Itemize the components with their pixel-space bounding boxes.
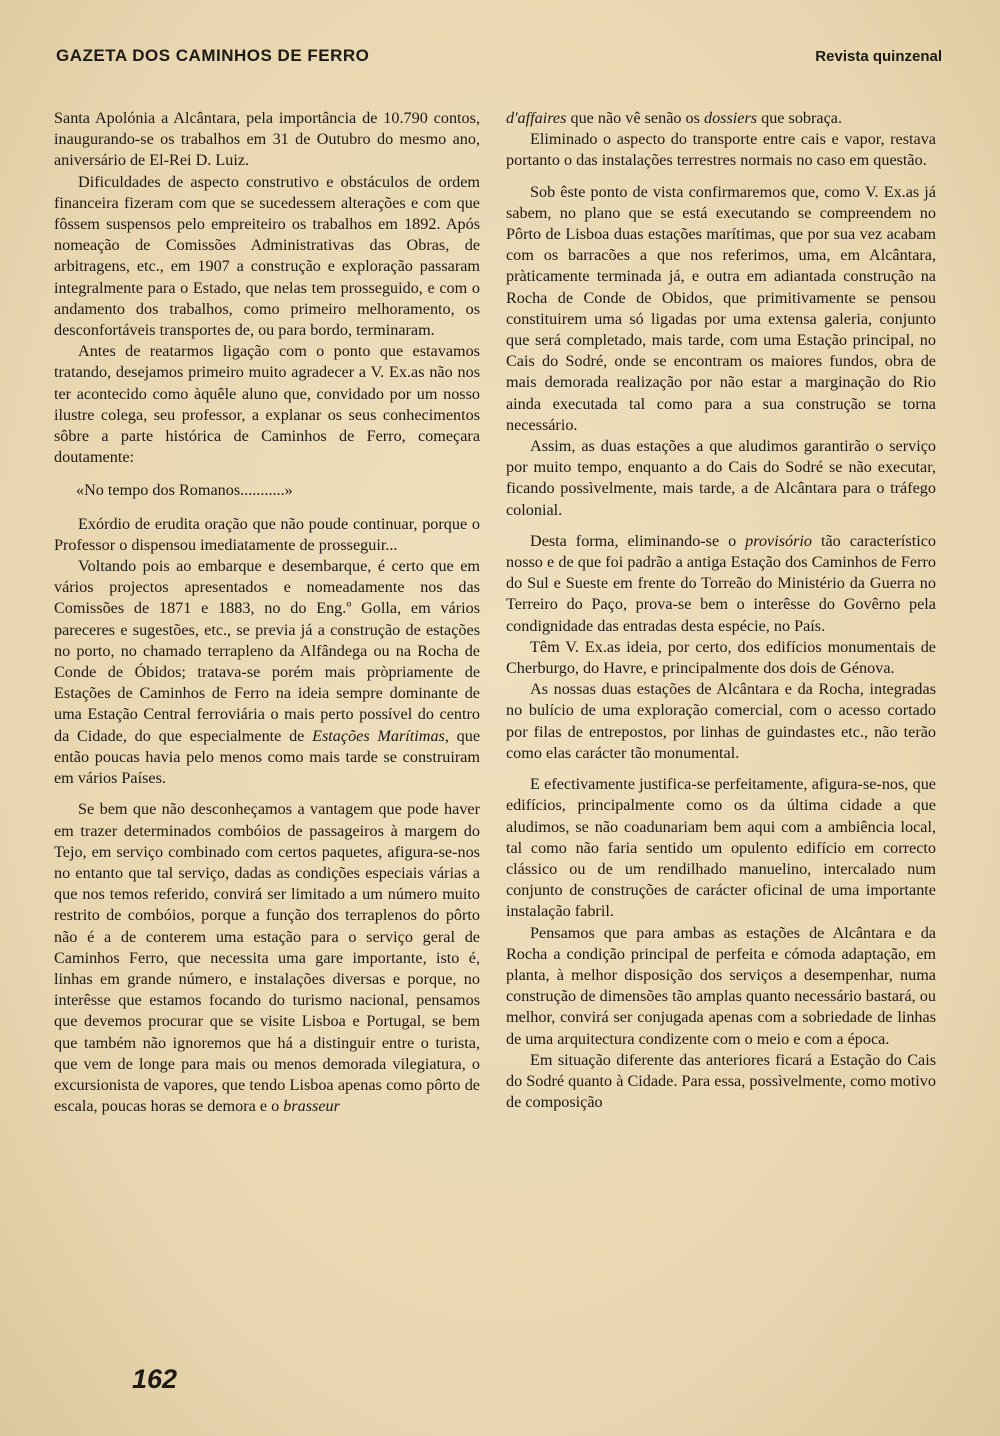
left-text-column [54, 108, 480, 1117]
italic-text: Estações Marítimas [312, 726, 445, 745]
paragraph: Assim, as duas estações a que aludimos garantirão o serviço por muito tempo, enquanto a do Cais do Sodré se não executar, ficando possìvelmente, mais tarde, a de Alcântara para o tráfego colonial. [506, 437, 936, 519]
paragraph: Dificuldades de aspecto construtivo e obstáculos de ordem financeira fizeram com que se sucedessem alterações e com que fôssem suspensos pelo empreiteiro os trabalhos em 1892. Após nomeação de Comissões Administrativas das Obras, de arbitragens, etc., em 1907 a construção e exploração passaram integralmente para o Estado, que nelas tem prosseguido, e com o andamento dos trabalhos, como primeiro melhoramento, os desconfortáveis transportes de, ou para bordo, terminaram. [54, 172, 480, 340]
paragraph [506, 531, 936, 637]
paragraph [54, 799, 480, 1117]
paragraph: Têm V. Ex.as ideia, por certo, dos edifícios monumentais de Cherburgo, do Havre, e principalmente dos dois de Génova. [506, 637, 936, 678]
paragraph: Sob êste ponto de vista confirmaremos que, como V. Ex.as já sabem, no plano que se está executando se compreendem no Pôrto de Lisboa duas estações marítimas, que por sua vez acabam com os barracões a que nos referimos, uma, em Alcântara, pràticamente terminada já, e outra em adiantada construção na Rocha de Conde de Obidos, que primitivamente se pensou constituirem uma só ligadas por uma extensa galeria, conjunto que será completado, mais tarde, com uma Estação principal, no Cais do Sodré, onde se encontram os maiores fundos, obra de mais demorada realização por não estar a marginação do Rio ainda executada tal como para a sua construção se torna necessário. [506, 182, 936, 434]
paragraph: E efectivamente justifica-se perfeitamente, afigura-se-nos, que edifícios, principalmente como os da última cidade a que aludimos, se não coadunariam bem aqui com a ambiência local, tal como não faria sentido um opulento edifício em correcto clássico ou de um rendilhado manuelino, intercalado num conjunto de construções de carácter oficinal de uma importante instalação fabril. [506, 775, 936, 921]
paragraph: Antes de reatarmos ligação com o ponto que estavamos tratando, desejamos primeiro muito agradecer a V. Ex.as não nos ter acontecido como àquêle aluno que, convidado por um nosso ilustre colega, seu professor, a explanar os seus conhecimentos sôbre a parte histórica de Caminhos de Ferro, começara doutamente: [54, 342, 480, 467]
paragraph: Exórdio de erudita oração que não poude continuar, porque o Professor o dispensou imediatamente de prosseguir... [54, 514, 480, 554]
block-quote: «No tempo dos Romanos...........» [76, 481, 293, 500]
paragraph: Santa Apolónia a Alcântara, pela importância de 10.790 contos, inaugurando-se os trabalhos em 31 de Outubro do mesmo ano, aniversário de El-Rei D. Luiz. [54, 109, 480, 170]
italic-text: d'affaires [506, 109, 567, 127]
italic-text: brasseur [283, 1097, 340, 1116]
text-run: Desta forma, eliminando-se o [530, 531, 746, 550]
text-run: , que então poucas havia pelo menos como mais tarde se construiram em vários Países. [54, 726, 480, 788]
publication-title: GAZETA DOS CAMINHOS DE FERRO [56, 46, 370, 65]
italic-text: provisório [745, 531, 813, 550]
italic-text: dossiers [703, 109, 758, 127]
right-text-column [506, 108, 936, 1113]
paragraph [506, 108, 936, 129]
paragraph: Em situação diferente das anteriores ficará a Estação do Cais do Sodré quanto à Cidade. Para essa, possìvelmente, como motivo de composição [506, 1050, 936, 1112]
paragraph: Eliminado o aspecto do transporte entre cais e vapor, restava portanto o das instalações terrestres normais no caso em questão. [506, 130, 936, 170]
text-run: Se bem que não desconheçamos a vantagem que pode haver em trazer determinados combóios de passageiros à margem do Tejo, em serviço combinado com certos paquetes, afigura-se-nos no entanto que tal serviço, dadas as condições especiais várias a que nos temos referido, convirá ser limitado a um número muito restrito de combóios, porque a função dos terraplenos do pôrto não é a de conterem uma estação para o serviço geral de Caminhos Ferro, que necessita uma gare importante, isto é, linhas em grande número, e instalações diversas e porque, no interêsse que estamos focando do turismo nacional, pensamos que devemos procurar que se visite Lisboa e Portugal, se bem que também não ignoremos que há a distinguir entre o turista, que vem de longe para mais ou menos demorada vilegiatura, o excursionista de vapores, que tendo Lisboa apenas como pôrto de escala, poucas horas se demora e o [54, 800, 480, 1116]
text-run: tão característico nosso e de que foi padrão a antiga Estação dos Caminhos de Ferro do Sul e Sueste em frente do Torreão do Ministério da Guerra no Terreiro do Paço, prova-se bem o interêsse do Govêrno pela condignidade das entradas desta espécie, no País. [506, 531, 936, 635]
paragraph: Pensamos que para ambas as estações de Alcântara e da Rocha a condição principal de perfeita e cómoda adaptação, em planta, à melhor disposição dos serviços a desempenhar, numa construção de dimensões tão amplas quanto necessário bastará, ou melhor, convirá ser conjugada apenas com a sobriedade de linhas de uma arquitectura condizente com o meio e com a época. [506, 923, 936, 1048]
page-number: 162 [132, 1364, 178, 1394]
running-header [56, 46, 942, 76]
paragraph: As nossas duas estações de Alcântara e da Rocha, integradas no bulício de uma exploração comercial, com o acesso cortado por filas de entrepostos, por linhas de guindastes etc., não terão como elas carácter tão monumental. [506, 680, 936, 762]
text-run: que não vê senão os [566, 109, 704, 127]
publication-subtitle: Revista quinzenal [815, 48, 942, 65]
text-run: Voltando pois ao embarque e desembarque, é certo que em vários projectos apresentados e nomeadamente nos das Comissões de 1871 e 1883, no do Eng.º Golla, em vários pareceres e sugestões, etc., se previa já a construção de estações no porto, no chamado terrapleno da Alfândega ou na Rocha de Conde de Óbidos; tratava-se porém mais pròpriamente de Estações de Caminhos de Ferro na ideia sempre dominante de uma Estação Central ferroviária o mais perto possível do centro da Cidade, do que especialmente de [54, 557, 480, 745]
paragraph [54, 556, 480, 789]
text-run: que sobraça. [757, 109, 843, 127]
